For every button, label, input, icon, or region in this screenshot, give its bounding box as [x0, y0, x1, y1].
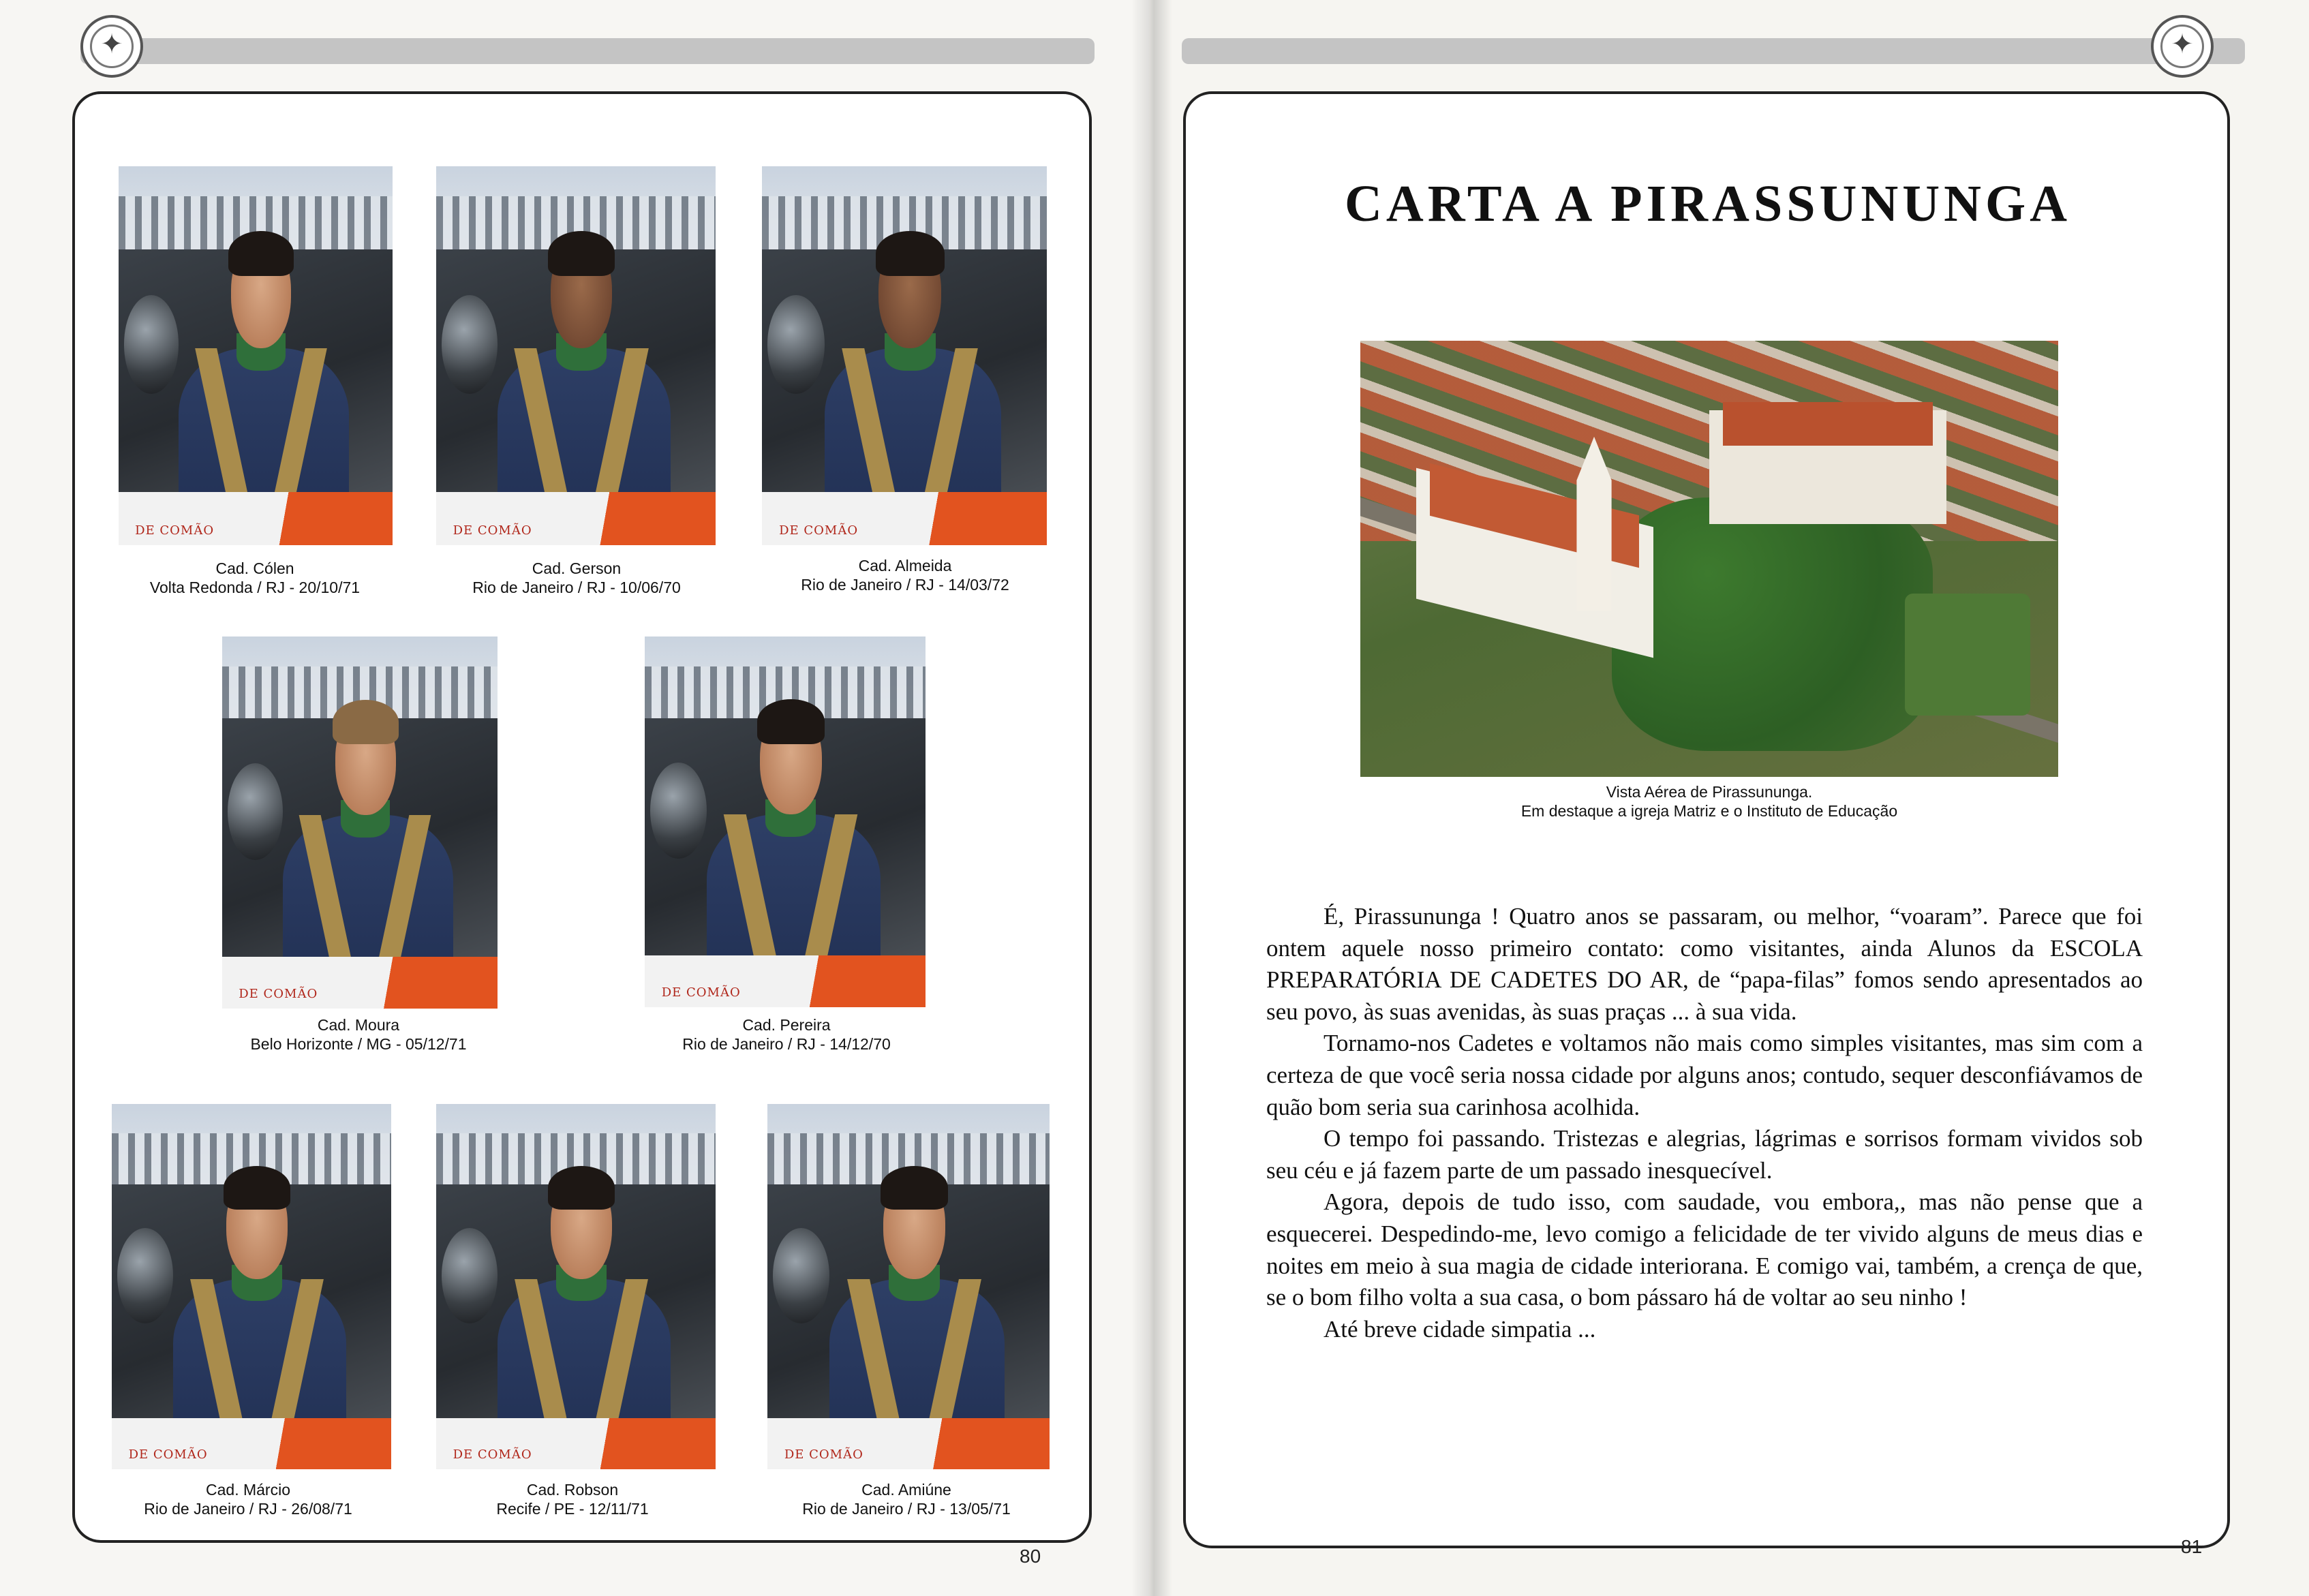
- cadet-caption: [105, 559, 405, 597]
- plane-lettering: DE COMÃO: [239, 987, 318, 1002]
- plane-lettering: DE COMÃO: [784, 1447, 863, 1462]
- cadet-name: Cad. Márcio: [206, 1481, 290, 1499]
- academy-crest-icon: ✦: [80, 15, 143, 78]
- plane-lettering: DE COMÃO: [128, 1447, 208, 1462]
- photo-caption-line2: Em destaque a igreja Matriz e o Instituto de Educação: [1520, 802, 1898, 820]
- cadet-origin: Rio de Janeiro / RJ - 14/03/72: [801, 576, 1009, 594]
- body-paragraph: Agora, depois de tudo isso, com saudade, vou embora,, mas não pense que a esquecerei. Despedindo-me, levo comigo a felicidade de ter vivido alguns de meus dias e noites em meio à sua magia de cidade interiorana. E comigo vai, também, a crença de que, se o bom filho volta a sua casa, o bom pássaro há de voltar ao seu ninho !: [1266, 1188, 2143, 1311]
- cadet-origin: Recife / PE - 12/11/71: [496, 1500, 649, 1518]
- photo-caption: [1360, 782, 2058, 820]
- cadet-origin: Rio de Janeiro / RJ - 14/12/70: [682, 1035, 891, 1053]
- cadet-photo-almeida: [762, 166, 1047, 545]
- cadet-name: Cad. Robson: [526, 1481, 619, 1499]
- page-number-left: 80: [1020, 1546, 1041, 1567]
- cadet-origin: Rio de Janeiro / RJ - 13/05/71: [802, 1500, 1011, 1518]
- cadet-name: Cad. Amiúne: [861, 1481, 951, 1499]
- cadet-name: Cad. Almeida: [858, 557, 952, 574]
- cadet-caption: [98, 1480, 398, 1518]
- academy-crest-icon: ✦: [2151, 15, 2214, 78]
- page-number-right: 81: [2181, 1536, 2203, 1557]
- photo-caption-line1: Vista Aérea de Pirassununga.: [1606, 783, 1813, 801]
- body-paragraph: O tempo foi passando. Tristezas e alegrias, lágrimas e sorrisos formam vividos sob seu céu e já fazem parte de um passado inesquecível.: [1266, 1125, 2143, 1184]
- cadet-photo-robson: [436, 1104, 716, 1469]
- cadet-caption: [637, 1015, 936, 1054]
- cadet-caption: [209, 1015, 508, 1054]
- cadet-name: Cad. Moura: [317, 1016, 400, 1034]
- body-paragraph: É, Pirassununga ! Quatro anos se passaram, ou melhor, “voaram”. Parece que foi ontem aquele nosso primeiro contato: como visitantes, ainda Alunos da ESCOLA PREPARATÓRIA DE CADETES DO AR, de “papa-filas” fomos sendo apresentados ao seu povo, às suas avenidas, às suas praças ... à sua vida.: [1266, 903, 2143, 1025]
- cadet-caption: [423, 1480, 722, 1518]
- body-paragraph-closing: Até breve cidade simpatia ...: [1324, 1315, 1596, 1342]
- cadet-caption: [427, 559, 727, 597]
- aerial-photo-pirassununga: [1360, 341, 2058, 777]
- plane-lettering: DE COMÃO: [135, 523, 215, 538]
- cadet-name: Cad. Pereira: [742, 1016, 831, 1034]
- body-paragraph: Tornamo-nos Cadetes e voltamos não mais como simples visitantes, mas sim com a certeza de que você seria nossa cidade por alguns anos; contudo, sequer desconfiávamos de quão bom seria sua carinhosa acolhida.: [1266, 1030, 2143, 1120]
- book-gutter: [1131, 0, 1172, 1596]
- header-bar-right: [1182, 38, 2245, 64]
- left-page: [0, 0, 1149, 1596]
- cadet-origin: Volta Redonda / RJ - 20/10/71: [149, 579, 361, 596]
- cadet-photo-gerson: [436, 166, 716, 545]
- plane-lettering: DE COMÃO: [453, 1447, 532, 1462]
- cadet-photo-moura: [222, 636, 498, 1009]
- cadet-name: Cad. Cólen: [215, 559, 294, 577]
- cadet-photo-pereira: [645, 636, 926, 1007]
- plane-lettering: DE COMÃO: [779, 523, 859, 538]
- header-bar-left: [80, 38, 1095, 64]
- plane-lettering: DE COMÃO: [453, 523, 532, 538]
- cadet-origin: Rio de Janeiro / RJ - 10/06/70: [472, 579, 681, 596]
- cadet-photo-amiune: [767, 1104, 1050, 1469]
- cadet-photo-marcio: [112, 1104, 391, 1469]
- cadet-photo-colen: [119, 166, 393, 545]
- cadet-name: Cad. Gerson: [532, 559, 622, 577]
- cadet-origin: Rio de Janeiro / RJ - 26/08/71: [144, 1500, 352, 1518]
- cadet-origin: Belo Horizonte / MG - 05/12/71: [250, 1035, 467, 1053]
- cadet-caption: [755, 556, 1055, 594]
- plane-lettering: DE COMÃO: [661, 985, 741, 1000]
- article-title: CARTA A PIRASSUNUNGA: [1344, 175, 2072, 232]
- article-body: [1266, 901, 2143, 1345]
- cadet-caption: [756, 1480, 1056, 1518]
